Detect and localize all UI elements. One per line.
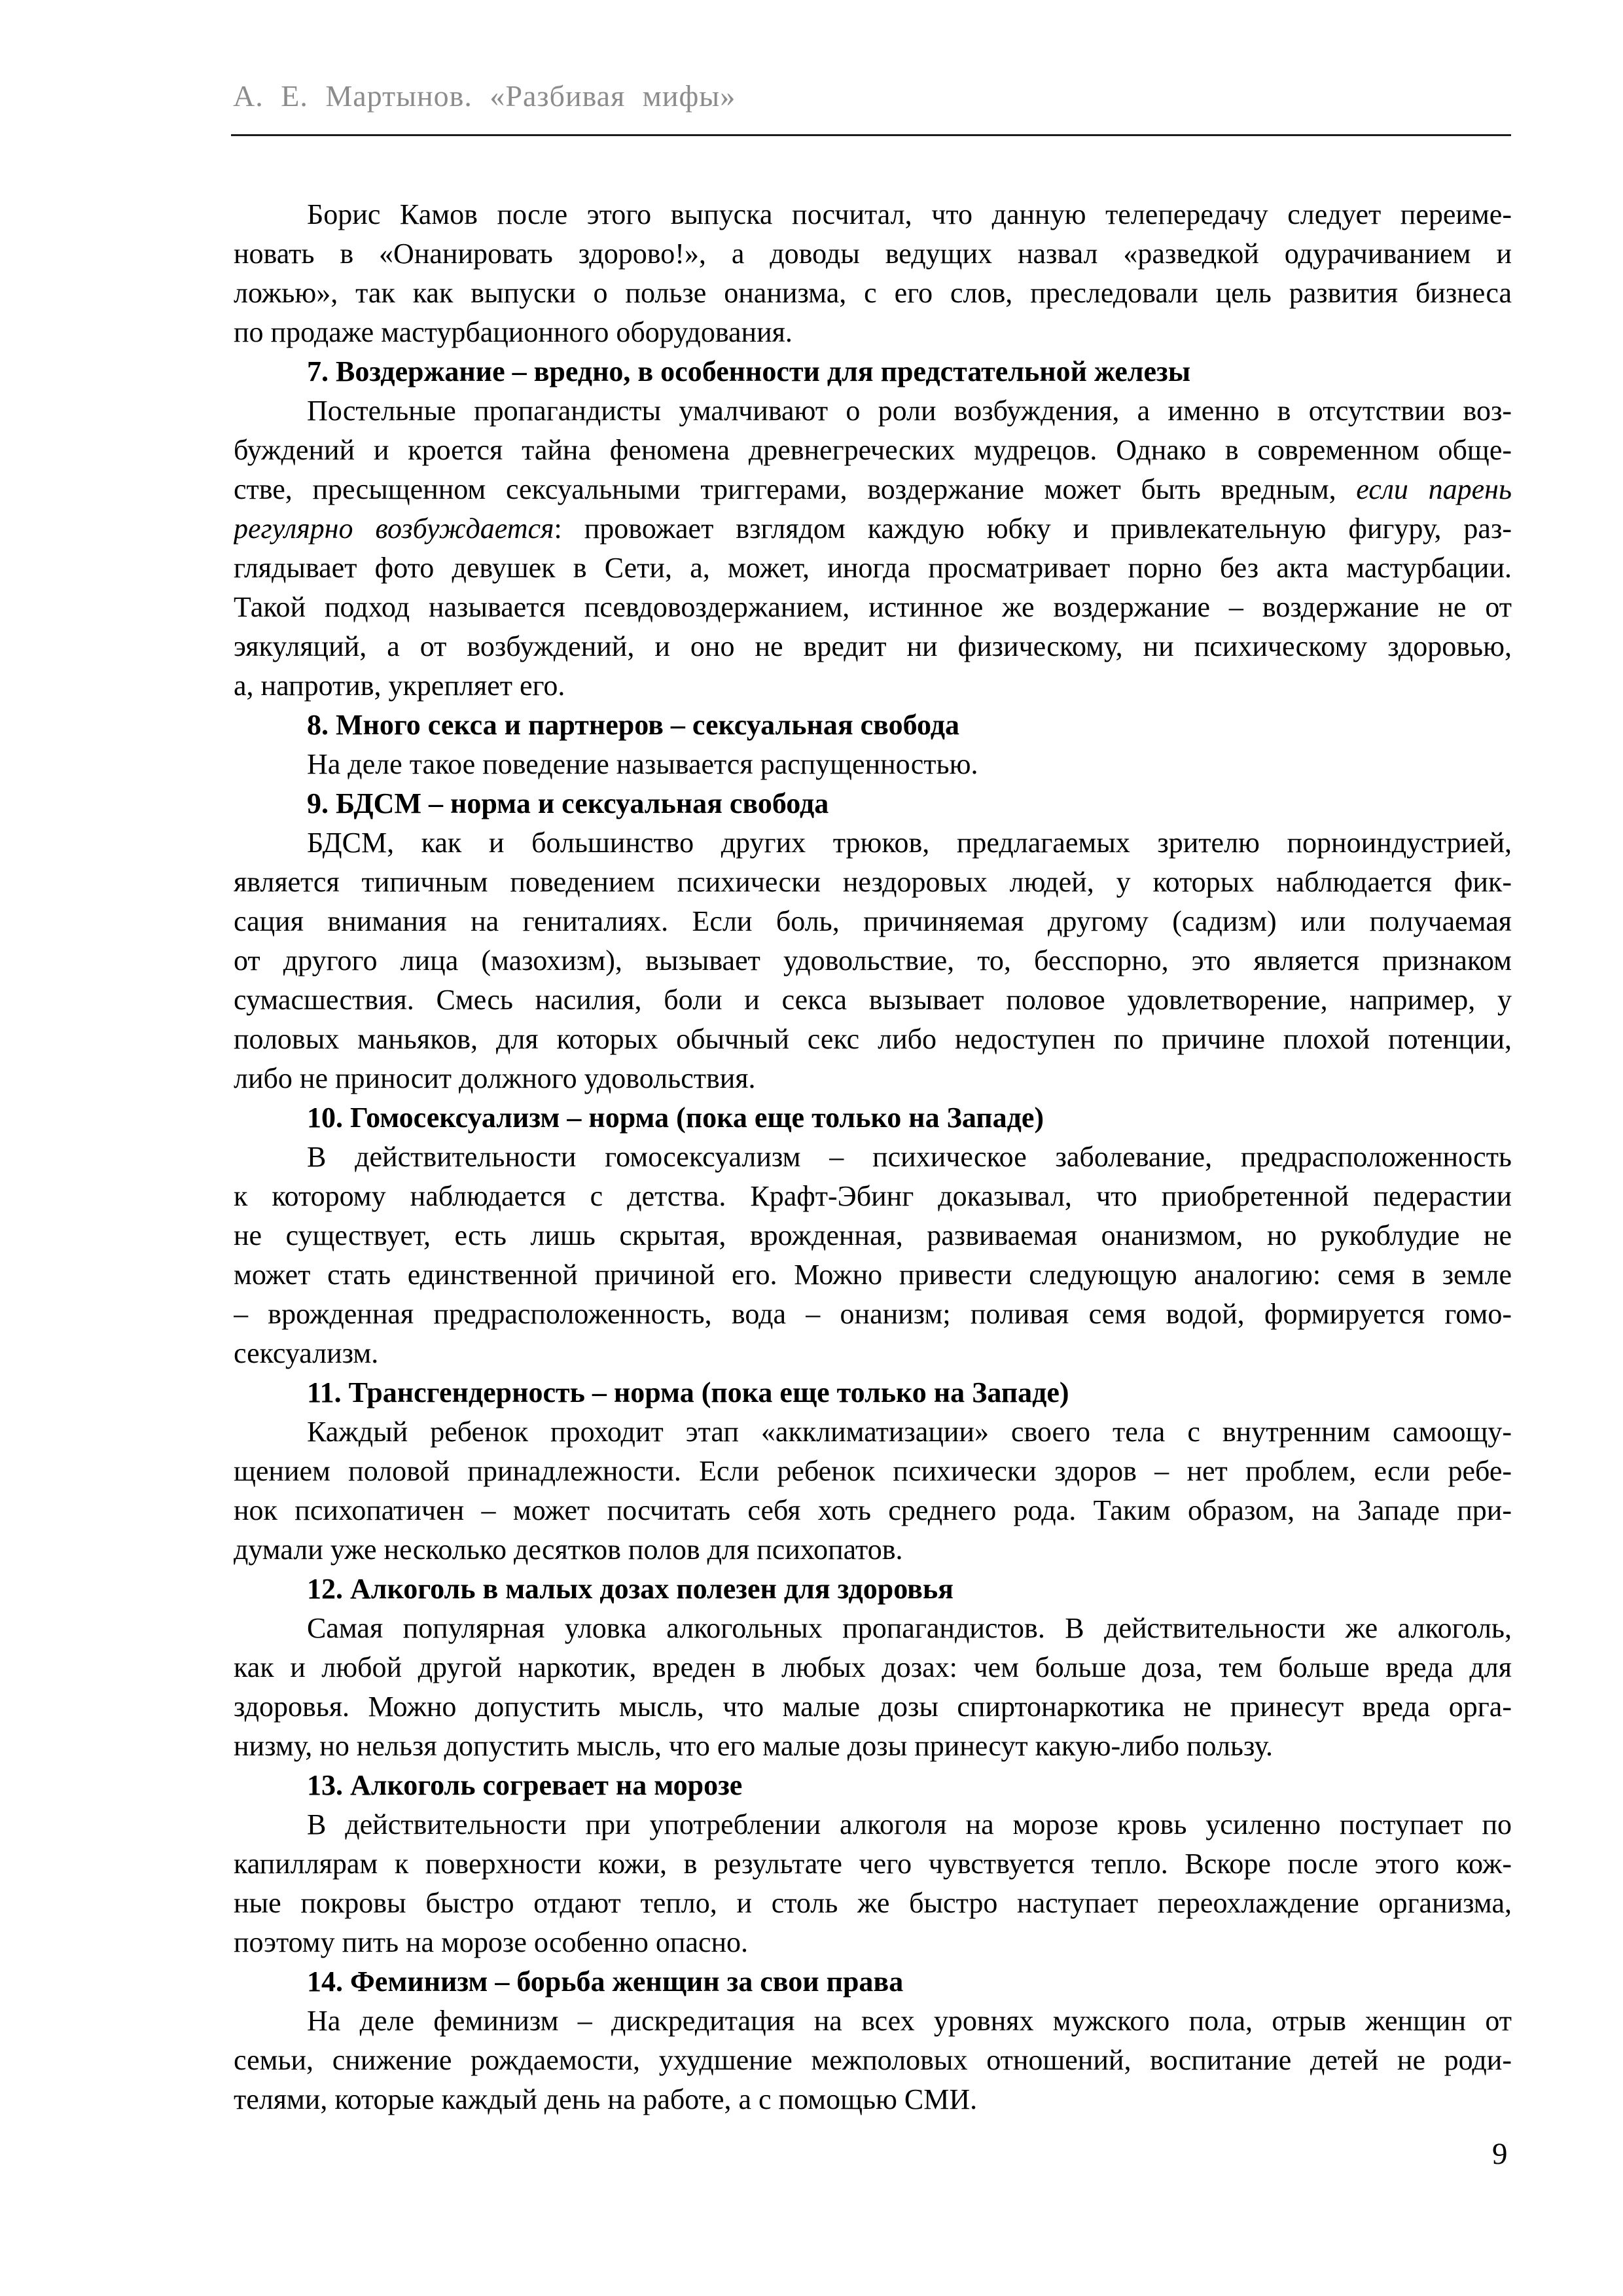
- text-line: В действительности при употреблении алкоголя на морозе кровь усиленно поступает по: [307, 1808, 1512, 1840]
- italic-phrase: регулярно возбуждается: [234, 512, 554, 545]
- text-line: не существует, есть лишь скрытая, врожденная, развиваемая онанизмом, но рукоблудие не: [234, 1219, 1512, 1251]
- text-line: сумасшествия. Смесь насилия, боли и секса вызывает половое удовлетворение, например, у: [234, 984, 1512, 1016]
- paragraph: [234, 823, 1512, 1098]
- text-line: буждений и кроется тайна феномена древнегреческих мудрецов. Однако в современном обще-: [234, 434, 1512, 466]
- text-line: регулярно возбуждается: провожает взглядом каждую юбку и привлекательную фигуру, раз-: [234, 512, 1512, 545]
- section-heading: 7. Воздержание – вредно, в особенности для предстательной железы: [307, 355, 1191, 387]
- text-line: как и любой другой наркотик, вреден в любых дозах: чем больше доза, тем больше вреда для: [234, 1651, 1512, 1683]
- section-heading: 8. Много секса и партнеров – сексуальная свобода: [307, 709, 960, 741]
- text-line: Каждый ребенок проходит этап «акклиматизации» своего тела с внутренним самоощу-: [307, 1416, 1512, 1448]
- page-number: 9: [1492, 2137, 1508, 2171]
- text-line: ложью», так как выпуски о пользе онанизма, с его слов, преследовали цель развития бизнеса: [234, 277, 1512, 309]
- italic-phrase: если парень: [1356, 473, 1512, 505]
- text-line: Борис Камов после этого выпуска посчитал, что данную телепередачу следует переиме-: [307, 198, 1512, 230]
- text-line: а, напротив, укрепляет его.: [234, 670, 565, 702]
- text-line: либо не приносит должного удовольствия.: [234, 1062, 756, 1094]
- paragraph: [234, 1609, 1512, 1766]
- text-line: к которому наблюдается с детства. Крафт-Эбинг доказывал, что приобретенной педерастии: [234, 1180, 1512, 1212]
- section-heading: 11. Трансгендерность – норма (пока еще только на Западе): [307, 1376, 1069, 1408]
- section-heading: 14. Феминизм – борьба женщин за свои права: [307, 1965, 904, 1998]
- text-line: капиллярам к поверхности кожи, в результате чего чувствуется тепло. Вскоре после этого кож-: [234, 1848, 1512, 1880]
- text-line: может стать единственной причиной его. Можно привести следующую аналогию: семя в земле: [234, 1259, 1512, 1291]
- text-line: ные покровы быстро отдают тепло, и столь же быстро наступает переохлаждение организма,: [234, 1887, 1512, 1919]
- text-line: сация внимания на гениталиях. Если боль, причиняемая другому (садизм) или получаемая: [234, 905, 1512, 937]
- paragraph: [234, 1412, 1512, 1570]
- text-line: Такой подход называется псевдовоздержанием, истинное же воздержание – воздержание не от: [234, 591, 1512, 623]
- text-line: глядывает фото девушек в Сети, а, может, иногда просматривает порно без акта мастурбации.: [234, 552, 1512, 584]
- text-line: На деле такое поведение называется распущенностью.: [307, 748, 978, 780]
- text-line: Самая популярная уловка алкогольных пропагандистов. В действительности же алкоголь,: [307, 1612, 1512, 1644]
- paragraph: [234, 1805, 1512, 1962]
- text-line: является типичным поведением психически нездоровых людей, у которых наблюдается фик-: [234, 866, 1512, 898]
- text-line: поэтому пить на морозе особенно опасно.: [234, 1926, 749, 1958]
- paragraph: [234, 195, 1512, 352]
- header-rule: [231, 134, 1511, 136]
- section-heading: 12. Алкоголь в малых дозах полезен для здоровья: [307, 1573, 954, 1605]
- text-line: сексуализм.: [234, 1337, 379, 1369]
- text-line: эякуляций, а от возбуждений, и оно не вредит ни физическому, ни психическому здоровью,: [234, 630, 1512, 662]
- text-line: На деле феминизм – дискредитация на всех уровнях мужского пола, отрыв женщин от: [307, 2005, 1512, 2037]
- text-line: стве, пресыщенном сексуальными триггерами, воздержание может быть вредным, если парень: [234, 473, 1512, 505]
- text-line: от другого лица (мазохизм), вызывает удовольствие, то, бесспорно, это является признаком: [234, 944, 1512, 977]
- text-line: Постельные пропагандисты умалчивают о роли возбуждения, а именно в отсутствии воз-: [307, 395, 1512, 427]
- text-line: половых маньяков, для которых обычный секс либо недоступен по причине плохой потенции,: [234, 1023, 1512, 1055]
- text-line: новать в «Онанировать здорово!», а доводы ведущих назвал «разведкой одурачиванием и: [234, 238, 1512, 270]
- text-line: здоровья. Можно допустить мысль, что малые дозы спиртонаркотика не принесут вреда орга-: [234, 1691, 1512, 1723]
- page-text-block: [234, 195, 1512, 2119]
- text-line: В действительности гомосексуализм – психическое заболевание, предрасположенность: [307, 1141, 1512, 1173]
- section-heading: 9. БДСМ – норма и сексуальная свобода: [307, 787, 829, 819]
- text-line: низму, но нельзя допустить мысль, что его малые дозы принесут какую-либо пользу.: [234, 1730, 1274, 1762]
- text-line: – врожденная предрасположенность, вода – онанизм; поливая семя водой, формируется гомо-: [234, 1298, 1512, 1330]
- text-line: по продаже мастурбационного оборудования.: [234, 316, 793, 348]
- text-line: думали уже несколько десятков полов для психопатов.: [234, 1534, 903, 1566]
- text-line: БДСМ, как и большинство других трюков, предлагаемых зрителю порноиндустрией,: [307, 827, 1512, 859]
- paragraph: [234, 745, 1512, 784]
- paragraph: [234, 391, 1512, 706]
- section-heading: 13. Алкоголь согревает на морозе: [307, 1769, 743, 1801]
- text-line: телями, которые каждый день на работе, а с помощью СМИ.: [234, 2083, 978, 2115]
- section-heading: 10. Гомосексуализм – норма (пока еще только на Западе): [307, 1102, 1044, 1134]
- running-header: А. Е. Мартынов. «Разбивая мифы»: [233, 79, 736, 113]
- text-line: нок психопатичен – может посчитать себя хоть среднего рода. Таким образом, на Западе при-: [234, 1494, 1512, 1526]
- paragraph: [234, 1138, 1512, 1373]
- text-line: щением половой принадлежности. Если ребенок психически здоров – нет проблем, если ребе-: [234, 1455, 1512, 1487]
- paragraph: [234, 2001, 1512, 2119]
- text-line: семьи, снижение рождаемости, ухудшение межполовых отношений, воспитание детей не роди-: [234, 2044, 1512, 2076]
